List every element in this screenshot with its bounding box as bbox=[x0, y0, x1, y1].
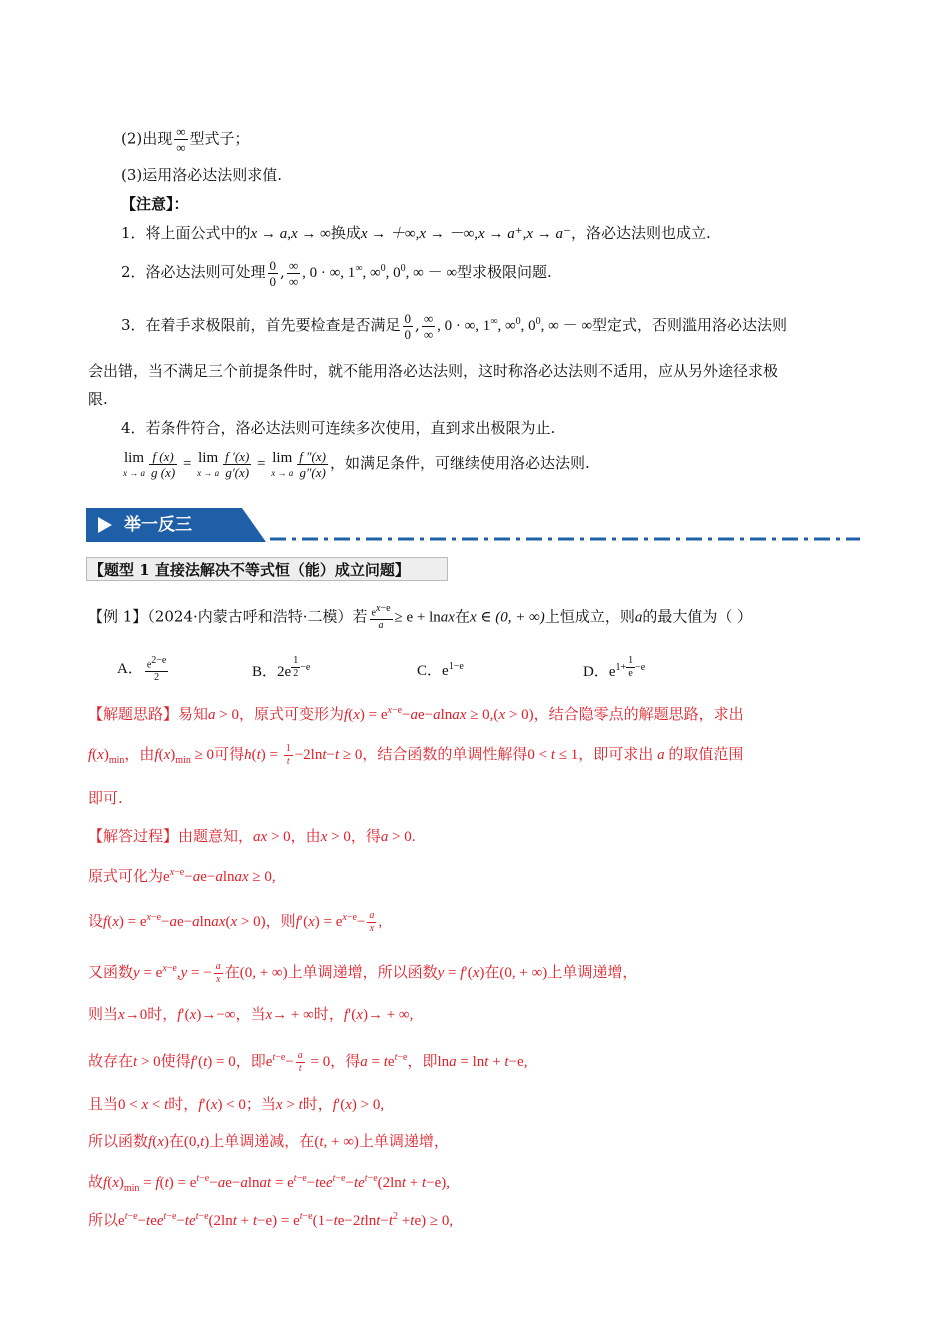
condition-in: 在 bbox=[454, 607, 470, 626]
note1-mid: 换成 bbox=[330, 224, 361, 242]
note1-prefix: 1．将上面公式中的 bbox=[121, 224, 251, 242]
solution-process-line-7: 且当0 < x < t时，f′(x) < 0；当x > t时，f′(x) > 0, bbox=[88, 1095, 385, 1113]
example-1-stem bbox=[88, 604, 752, 631]
inf-over-inf-fraction: $\frac{\infty}{\infty}$ bbox=[423, 310, 434, 342]
solution-idea-line-2: $f(x)_{min}$，由$f(x)_{min} \ge 0$可得h(t) = $\frac{1}{t}$ −2lnt−t ≥ 0，结合函数的单调性解得0 < t ≤ 1，即可求出 a 的取值范围 bbox=[88, 743, 744, 768]
note2-suffix: 型求极限问题. bbox=[457, 263, 552, 281]
option-c: C．$e^{1-e}$ bbox=[417, 661, 464, 679]
note4-tail: ，如满足条件，可继续使用洛必达法则. bbox=[329, 453, 590, 472]
item2-prefix: (2)出现 bbox=[121, 129, 173, 148]
solution-process-label: 【解答过程】 bbox=[88, 827, 179, 845]
indeterminate-forms: , 0 · ∞, 1∞, ∞$^0$, $0^0$, ∞ － ∞ bbox=[302, 263, 458, 281]
note3-line-3: 限. bbox=[88, 390, 108, 408]
note1-math-2: x → ＋∞,x → －∞,x → a⁺,x → a⁻ bbox=[360, 226, 571, 242]
note-heading: 【注意】： bbox=[121, 195, 189, 213]
example-end: 的最大值为（ ） bbox=[642, 607, 753, 626]
note1-math-1: x → a,x → ∞ bbox=[250, 226, 331, 242]
question-type-label: 【题型 1 直接法解决不等式恒（能）成立问题】 bbox=[86, 557, 448, 581]
solution-process-line-10: 所以$e^{t-e}-tee^{t-e}-te^{t-e}(2\ln t + t-e) = e^{t-e}(1-te-2tlnt-t^2 +te) \ge 0$, bbox=[88, 1211, 454, 1229]
note3-suffix: 型定式，否则滥用洛必达法则 bbox=[592, 316, 788, 334]
note-item-3: 3．在着手求极限前，首先要检查是否满足 $\frac{0}{0}$ , $\frac{\infty}{\infty}$ , 0 · ∞, 1∞, ∞$^0$, $0^0$, ∞ － ∞型定式，否则滥用洛必达法则 bbox=[121, 310, 788, 342]
solution-process-line-9: 故$f(x)_{min} = f(t)$ = $e^{t-e}-ae-alnat = e^{t-e}-tee^{t-e}-te^{t-e}(2\ln t + t-e)$, bbox=[88, 1173, 450, 1194]
solution-idea-label: 【解题思路】 bbox=[88, 705, 179, 723]
condition-ax: ax bbox=[440, 609, 455, 626]
solution-process-line-5: 则当x→0时，f′(x)→−∞，当x→ + ∞时，f′(x)→ + ∞, bbox=[88, 1005, 414, 1023]
solution-idea-line-3: 即可. bbox=[88, 789, 123, 807]
item2-suffix: 型式子； bbox=[189, 129, 250, 148]
solution-process-line-4: 又函数$y = e^{x-e},y$ = − $\frac{a}{x}$ 在(0, + ∞)上单调递增，所以函数y = f′(x)在(0, + ∞)上单调递增， bbox=[88, 961, 638, 986]
option-a: A． $\frac{e^{2-e}}{2}$ bbox=[117, 655, 167, 684]
banner-dash-line bbox=[270, 537, 860, 541]
zero-over-zero-fraction: $\frac{0}{0}$ bbox=[404, 310, 412, 342]
example-prefix: 【例 1】（2024·内蒙古呼和浩特·二模）若 bbox=[88, 607, 368, 626]
inf-over-inf-fraction: $\frac{\infty}{\infty}$ bbox=[176, 124, 186, 155]
solution-process-line-8: 所以函数f(x)在(0,t)上单调递减，在(t, + ∞)上单调递增， bbox=[88, 1132, 449, 1150]
solution-idea-line-1: 【解题思路】易知a > 0，原式可变形为$f(x) = e^{x-e}-ae-alnax \ge 0,(x > 0)$，结合隐零点的解题思路，求出 bbox=[88, 705, 744, 723]
zero-over-zero-fraction: $\frac{0}{0}$ bbox=[269, 257, 277, 289]
intro-item-2 bbox=[121, 125, 250, 154]
note3-prefix: 3．在着手求极限前，首先要检查是否满足 bbox=[121, 316, 401, 334]
solution-process-line-2: 原式可化为$e^{x-e}-ae-alnax \ge 0$, bbox=[88, 867, 276, 885]
note-item-1 bbox=[121, 222, 711, 245]
condition-fraction: $\frac{e^{x-e}}{a}$ bbox=[371, 603, 391, 632]
note3-line-2: 会出错，当不满足三个前提条件时，就不能用洛必达法则，这时称洛必达法则不适用，应从另外途径求极 bbox=[88, 362, 779, 380]
note-item-2: 2．洛必达法则可处理 $\frac{0}{0}$ , $\frac{\infty}{\infty}$ , 0 · ∞, 1∞, ∞$^0$, $0^0$, ∞ － ∞型求极限问题. bbox=[121, 257, 552, 289]
lhopital-chain-formula: lim x → a $\frac{f (x)}{g (x)}$ = lim x → a $\frac{f '(x)}{g'(x)}$ = lim x → a $\frac{f ''(x)}{g''(x)}$ ，如满足条件，可继续使用洛必达法则. bbox=[123, 449, 590, 480]
example-a: a bbox=[634, 609, 643, 626]
example-tail: 上恒成立，则 bbox=[544, 607, 635, 626]
solution-process-line-6: 故存在t > 0使得f′(t) = 0，即$e^{t-e}-$ $\frac{a}{t}$ = 0，得$a = te^{t-e}$，即lna = lnt + t−e, bbox=[88, 1050, 528, 1075]
note2-prefix: 2．洛必达法则可处理 bbox=[121, 263, 266, 281]
banner-label: 举一反三 bbox=[124, 515, 192, 535]
intro-item-3: (3)运用洛必达法则求值. bbox=[121, 166, 283, 184]
condition-rhs: ≥ e + ln bbox=[394, 609, 441, 626]
inf-over-inf-fraction: $\frac{\infty}{\infty}$ bbox=[288, 257, 299, 289]
note1-suffix: ，洛必达法则也成立. bbox=[570, 224, 711, 242]
solution-process-line-1: 【解答过程】由题意知，ax > 0，由x > 0，得a > 0. bbox=[88, 827, 416, 845]
option-d: D．$e^{1+ \frac{1}{e} -e}$ bbox=[583, 655, 646, 680]
indeterminate-forms: , 0 · ∞, 1∞, ∞$^0$, $0^0$, ∞ － ∞ bbox=[437, 316, 593, 334]
option-b: B．2e $^{\frac{1}{2} -e}$ bbox=[252, 655, 311, 680]
condition-domain: x ∈ (0, + ∞) bbox=[469, 609, 545, 626]
note-item-4: 4．若条件符合，洛必达法则可连续多次使用，直到求出极限为止. bbox=[121, 419, 556, 437]
solution-process-line-3: 设$f(x) = e^{x-e}-ae-alnax(x > 0)$，则$f'(x) = e^{x-e}-$ $\frac{a}{x}$ , bbox=[88, 910, 383, 935]
